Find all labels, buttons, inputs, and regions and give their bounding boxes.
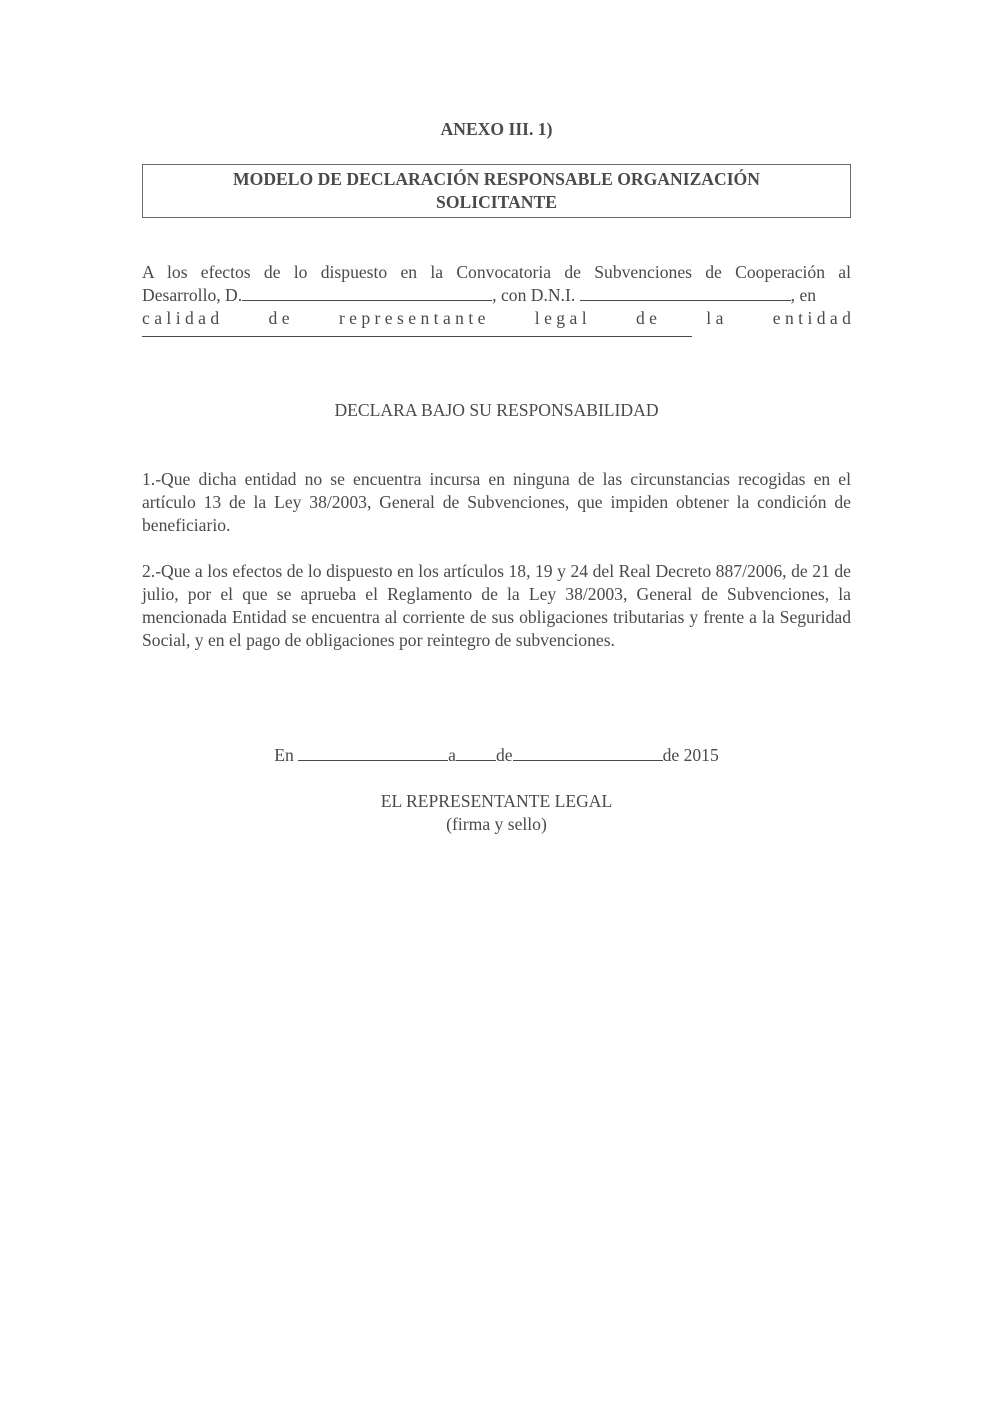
- year-label: de 2015: [662, 745, 719, 765]
- spread-word: d e: [635, 308, 657, 328]
- declaration-item-1: 1.-Que dicha entidad no se encuentra incursa en ninguna de las circunstancias recogidas en el artículo 13 de la Ley 38/2003, General de Subvenciones, que impiden obtener la condición de beneficiario.: [142, 469, 851, 535]
- model-title-line1: MODELO DE DECLARACIÓN RESPONSABLE ORGANIZACIÓN: [233, 169, 760, 189]
- de-label: de: [495, 745, 513, 765]
- declara-heading: DECLARA BAJO SU RESPONSABILIDAD: [334, 400, 659, 420]
- annex-title: ANEXO III. 1): [440, 119, 553, 139]
- place-date-line: [142, 744, 851, 767]
- desarrollo-prefix: Desarrollo, D.: [142, 285, 243, 305]
- model-title-line2: SOLICITANTE: [436, 192, 557, 212]
- stamp-label: (firma y sello): [446, 814, 547, 834]
- spread-word: l a: [706, 308, 724, 328]
- dni-label: , con D.N.I.: [492, 285, 580, 305]
- en-label: , en: [790, 285, 817, 305]
- place-blank-field[interactable]: [298, 744, 448, 761]
- month-blank-field[interactable]: [513, 744, 663, 761]
- spread-word: c a l i d a d: [142, 308, 220, 328]
- spread-word: e n t i d a d: [772, 308, 851, 328]
- name-blank-field[interactable]: [242, 284, 492, 301]
- representative-label: EL REPRESENTANTE LEGAL: [380, 791, 613, 811]
- spread-word: r e p r e s e n t a n t e: [338, 308, 486, 328]
- document-page: [142, 0, 851, 1403]
- intro-line2: [142, 284, 851, 307]
- model-title-box: [142, 164, 851, 218]
- spread-word: l e g a l: [534, 308, 587, 328]
- spread-word: d e: [268, 308, 290, 328]
- intro-paragraph: [142, 261, 851, 337]
- a-label: a: [448, 745, 456, 765]
- declaration-item-2: 2.-Que a los efectos de lo dispuesto en los artículos 18, 19 y 24 del Real Decreto 887/2006, de 21 de julio, por el que se aprueba el Reglamento de la Ley 38/2003, General de Subvenciones, la mencionada Entidad se encuentra al corriente de sus obligaciones tributarias y frente a la Seguridad Social, y en el pago de obligaciones por reintegro de subvenciones.: [142, 561, 851, 650]
- en-label: En: [274, 745, 299, 765]
- day-blank-field[interactable]: [456, 744, 496, 761]
- dni-blank-field[interactable]: [580, 284, 791, 301]
- intro-line1: A los efectos de lo dispuesto en la Convocatoria de Subvenciones de Cooperación al: [142, 262, 851, 282]
- signature-block: [142, 790, 851, 836]
